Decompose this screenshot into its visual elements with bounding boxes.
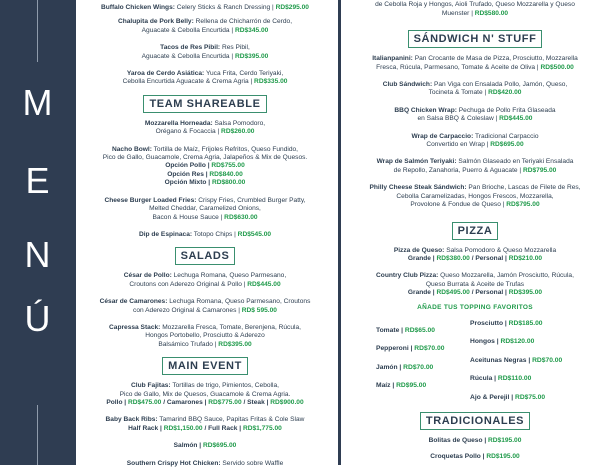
toppings-heading: AÑADE TUS TOPPING FAVORITOS <box>417 303 533 311</box>
menu-item-buffalo-wings: Buffalo Chicken Wings: Celery Sticks & Ranch Dressing | RD$295.00 <box>101 4 309 11</box>
menu-item-bolitas-queso: Bolitas de Queso | RD$195.00 <box>428 436 522 444</box>
section-title-pizza: PIZZA <box>452 222 499 240</box>
menu-letter-u: Ú <box>24 298 52 339</box>
toppings-right-column <box>470 320 590 412</box>
menu-item-cesar-camarones: César de Camarones: Lechuga Romana, Queso Parmesano, Croutons con Aderezo Original & Camarones | RD$ 595.00 <box>99 298 311 314</box>
menu-item-mozzarella-horneada: Mozzarella Horneada: Salsa Pomodoro, Orégano & Focaccia | RD$260.00 <box>144 119 266 136</box>
topping-item: Maíz | RD$95.00 <box>376 382 427 390</box>
menu-item-tacos-pibil: Tacos de Res Pibil: Res Pibil, Aguacate & Cebolla Encurtida | RD$395.00 <box>141 44 269 60</box>
menu-item-wrap-salmon-teriyaki: Wrap de Salmón Teriyaki: Salmón Glaseado en Teriyaki Ensalada de Repollo, Zanahoria, Puerro & Aguacate | RD$795.00 <box>376 158 574 174</box>
section-title-team-shareable: TEAM SHAREABLE <box>143 95 266 113</box>
menu-item-club-fajitas: Club Fajitas: Tortillas de trigo, Pimientos, Cebolla, Pico de Gallo, Mix de Quesos, Guacamole & Crema Agria. Pollo | RD$475.00 / Camarones | RD$775.00 / Steak | RD$900.00 <box>106 382 304 406</box>
right-column <box>350 0 600 468</box>
menu-item-southern-hot-chicken: Southern Crispy Hot Chicken: Servido sobre Waffle <box>126 459 284 467</box>
menu-item-pizza-queso: Pizza de Queso: Salsa Pomodoro & Queso Mozzarella Grande | RD$380.00 / Personal | RD$210.00 <box>393 246 557 262</box>
menu-item-wrap-carpaccio: Wrap de Carpaccio: Tradicional Carpaccio Convertido en Wrap | RD$695.00 <box>411 132 539 149</box>
topping-item: Prosciutto | RD$185.00 <box>470 319 543 327</box>
menu-item-club-sandwich: Club Sándwich: Pan Viga con Ensalada Pollo, Jamón, Queso, Tocineta & Tomate | RD$420.00 <box>382 81 568 97</box>
section-title-main-event: MAIN EVENT <box>162 357 248 375</box>
menu-item-dip-espinaca: Dip de Espinaca: Totopo Chips | RD$545.00 <box>138 230 272 238</box>
section-title-sandwich: SÁNDWICH N' STUFF <box>408 30 543 48</box>
menu-item-cesar-pollo: César de Pollo: Lechuga Romana, Queso Parmesano, Croutons con Aderezo Original & Pollo | RD$445.00 <box>123 272 287 288</box>
column-divider <box>338 0 341 465</box>
menu-item-cheese-burger-fries: Cheese Burger Loaded Fries: Crispy Fries, Crumbled Burger Patty, Melted Cheddar, Caramelized Onions, Bacon & House Sauce | RD$630.00 <box>104 196 306 221</box>
topping-item: Jamón | RD$70.00 <box>376 363 434 371</box>
left-column <box>82 4 328 474</box>
menu-letter-m: M <box>22 82 54 123</box>
menu-item-croquetas-pollo: Croquetas Pollo | RD$195.00 <box>430 453 520 461</box>
menu-item-bbq-chicken-wrap: BBQ Chicken Wrap: Pechuga de Pollo Frita Glaseada en Salsa BBQ & Coleslaw | RD$445.00 <box>394 106 556 123</box>
sidebar-rule-bottom <box>37 405 38 465</box>
topping-item: Hongos | RD$120.00 <box>470 338 535 346</box>
menu-item-capressa-stack: Capressa Stack: Mozzarella Fresca, Tomate, Berenjena, Rúcula, Hongos Portobello, Prosciutto & Aderezo Balsámico Trufado | RD$395.00 <box>109 323 301 348</box>
menu-item-salmon: Salmón | RD$695.00 <box>173 442 237 450</box>
topping-item: Ajo & Perejil | RD$75.00 <box>470 393 546 401</box>
section-title-salads: SALADS <box>175 247 236 265</box>
topping-item: Tomate | RD$65.00 <box>376 326 435 334</box>
menu-item-baby-back-ribs: Baby Back Ribs: Tamarind BBQ Sauce, Papitas Fritas & Cole Slaw Half Rack | RD$1,150.00 / Full Rack | RD$1,775.00 <box>105 416 305 432</box>
topping-item: Rúcula | RD$110.00 <box>470 375 532 383</box>
menu-item-country-club-pizza: Country Club Pizza: Queso Mozzarella, Jamón Prosciutto, Rúcula, Queso Burrata & Aceite de Trufas Grande | RD$495.00 / Personal | RD$395.00 <box>376 272 574 297</box>
topping-item: Aceitunas Negras | RD$70.00 <box>470 356 563 364</box>
menu-item-philly-cheese-steak: Philly Cheese Steak Sándwich: Pan Brioche, Lascas de Filete de Res, Cebolla Caramelizadas, Hongos Frescos, Mozzarella, Provolone & Fondue de Queso | RD$795.00 <box>369 184 581 209</box>
menu-letter-e: E <box>25 160 51 201</box>
menu-item-italianpanini: Italianpanini: Pan Crocante de Masa de Pizza, Prosciutto, Mozzarella Fresca, Rúcula, Parmesano, Tomate & Aceite de Oliva | RD$500.00 <box>372 55 578 71</box>
menu-letter-n: N <box>24 234 52 275</box>
menu-item-yaroa: Yaroa de Cerdo Asiática: Yuca Frita, Cerdo Teriyaki, Cebolla Encurtida Aguacate & Crema Agria | RD$335.00 <box>122 70 288 86</box>
section-title-tradicionales: TRADICIONALES <box>420 412 530 430</box>
sidebar <box>0 0 76 465</box>
menu-item-chalupita: Chalupita de Pork Belly: Rellena de Chicharrón de Cerdo, Aguacate & Cebolla Encurtida | RD$345.00 <box>117 18 293 34</box>
menu-item-nacho-bowl: Nacho Bowl: Tortilla de Maíz, Frijoles Refritos, Queso Fundido, Pico de Gallo, Guacamole, Crema Agria, Jalapeños & Mix de Quesos. Opción Pollo | RD$755.00 Opción Res | RD$840.00 Opción Mixto | RD$800.00 <box>102 145 308 187</box>
toppings-grid <box>350 320 600 400</box>
topping-item: Pepperoni | RD$70.00 <box>376 345 445 353</box>
menu-item-raclette-burger: de Cebolla Roja y Hongos, Aioli Trufado, Queso Mozzarella y Queso Muenster | RD$580.00 <box>375 1 575 17</box>
sidebar-rule-top <box>37 0 38 62</box>
